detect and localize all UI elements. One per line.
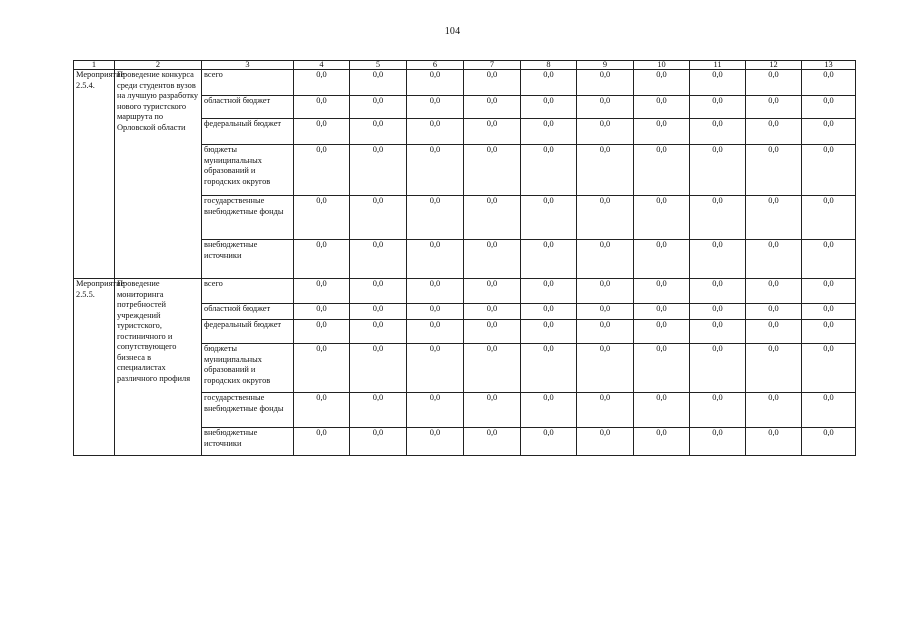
value-cell: 0,0 xyxy=(350,119,407,145)
value-cell: 0,0 xyxy=(577,240,634,279)
value-cell: 0,0 xyxy=(746,393,802,428)
budget-table xyxy=(73,60,856,456)
value-cell: 0,0 xyxy=(464,240,521,279)
funding-source: областной бюджет xyxy=(202,304,294,320)
value-cell: 0,0 xyxy=(521,428,577,456)
column-header: 13 xyxy=(802,61,856,70)
value-cell: 0,0 xyxy=(407,428,464,456)
value-cell: 0,0 xyxy=(802,240,856,279)
value-cell: 0,0 xyxy=(294,320,350,344)
column-header: 1 xyxy=(74,61,115,70)
value-cell: 0,0 xyxy=(577,96,634,119)
value-cell: 0,0 xyxy=(746,344,802,393)
column-header: 3 xyxy=(202,61,294,70)
value-cell: 0,0 xyxy=(802,320,856,344)
value-cell: 0,0 xyxy=(577,70,634,96)
measure-code: Мероприятие 2.5.5. xyxy=(74,279,115,456)
value-cell: 0,0 xyxy=(521,279,577,304)
value-cell: 0,0 xyxy=(746,196,802,240)
value-cell: 0,0 xyxy=(746,70,802,96)
value-cell: 0,0 xyxy=(577,279,634,304)
column-header: 6 xyxy=(407,61,464,70)
value-cell: 0,0 xyxy=(690,240,746,279)
value-cell: 0,0 xyxy=(350,196,407,240)
value-cell: 0,0 xyxy=(634,196,690,240)
column-header: 11 xyxy=(690,61,746,70)
value-cell: 0,0 xyxy=(802,70,856,96)
value-cell: 0,0 xyxy=(746,320,802,344)
value-cell: 0,0 xyxy=(350,145,407,196)
funding-source: всего xyxy=(202,70,294,96)
page-number: 104 xyxy=(444,26,461,37)
value-cell: 0,0 xyxy=(802,145,856,196)
funding-source: всего xyxy=(202,279,294,304)
funding-source: областной бюджет xyxy=(202,96,294,119)
value-cell: 0,0 xyxy=(294,304,350,320)
value-cell: 0,0 xyxy=(690,304,746,320)
value-cell: 0,0 xyxy=(464,428,521,456)
budget-table-body xyxy=(74,70,856,456)
value-cell: 0,0 xyxy=(746,119,802,145)
value-cell: 0,0 xyxy=(464,70,521,96)
value-cell: 0,0 xyxy=(464,279,521,304)
value-cell: 0,0 xyxy=(350,393,407,428)
value-cell: 0,0 xyxy=(746,240,802,279)
value-cell: 0,0 xyxy=(294,119,350,145)
value-cell: 0,0 xyxy=(634,70,690,96)
value-cell: 0,0 xyxy=(294,96,350,119)
value-cell: 0,0 xyxy=(464,304,521,320)
value-cell: 0,0 xyxy=(802,279,856,304)
value-cell: 0,0 xyxy=(407,344,464,393)
value-cell: 0,0 xyxy=(634,240,690,279)
value-cell: 0,0 xyxy=(746,428,802,456)
value-cell: 0,0 xyxy=(350,279,407,304)
value-cell: 0,0 xyxy=(521,304,577,320)
value-cell: 0,0 xyxy=(802,96,856,119)
value-cell: 0,0 xyxy=(634,119,690,145)
value-cell: 0,0 xyxy=(634,279,690,304)
value-cell: 0,0 xyxy=(407,196,464,240)
value-cell: 0,0 xyxy=(690,320,746,344)
value-cell: 0,0 xyxy=(577,393,634,428)
value-cell: 0,0 xyxy=(802,196,856,240)
value-cell: 0,0 xyxy=(521,196,577,240)
value-cell: 0,0 xyxy=(746,304,802,320)
value-cell: 0,0 xyxy=(521,70,577,96)
value-cell: 0,0 xyxy=(802,304,856,320)
value-cell: 0,0 xyxy=(464,320,521,344)
value-cell: 0,0 xyxy=(464,344,521,393)
column-header: 9 xyxy=(577,61,634,70)
funding-source: федеральный бюджет xyxy=(202,119,294,145)
column-header: 10 xyxy=(634,61,690,70)
value-cell: 0,0 xyxy=(350,96,407,119)
value-cell: 0,0 xyxy=(634,344,690,393)
funding-source: внебюджетные источники xyxy=(202,428,294,456)
value-cell: 0,0 xyxy=(802,428,856,456)
column-number-row xyxy=(74,61,856,70)
value-cell: 0,0 xyxy=(464,196,521,240)
value-cell: 0,0 xyxy=(802,344,856,393)
value-cell: 0,0 xyxy=(407,96,464,119)
value-cell: 0,0 xyxy=(634,96,690,119)
measure-title: Проведение мониторинга потребностей учреждений туристского, гостиничного и сопутствующего бизнеса в специалистах различного профиля xyxy=(115,279,202,456)
value-cell: 0,0 xyxy=(577,145,634,196)
value-cell: 0,0 xyxy=(350,304,407,320)
value-cell: 0,0 xyxy=(634,428,690,456)
value-cell: 0,0 xyxy=(577,428,634,456)
column-header: 2 xyxy=(115,61,202,70)
value-cell: 0,0 xyxy=(407,304,464,320)
value-cell: 0,0 xyxy=(350,240,407,279)
value-cell: 0,0 xyxy=(521,240,577,279)
value-cell: 0,0 xyxy=(577,119,634,145)
value-cell: 0,0 xyxy=(464,119,521,145)
value-cell: 0,0 xyxy=(350,344,407,393)
value-cell: 0,0 xyxy=(294,196,350,240)
funding-source: бюджеты муниципальных образований и городских округов xyxy=(202,145,294,196)
value-cell: 0,0 xyxy=(634,304,690,320)
value-cell: 0,0 xyxy=(407,145,464,196)
value-cell: 0,0 xyxy=(690,119,746,145)
value-cell: 0,0 xyxy=(690,196,746,240)
value-cell: 0,0 xyxy=(746,145,802,196)
value-cell: 0,0 xyxy=(350,70,407,96)
value-cell: 0,0 xyxy=(294,70,350,96)
funding-source: государственные внебюджетные фонды xyxy=(202,393,294,428)
value-cell: 0,0 xyxy=(690,393,746,428)
column-header: 5 xyxy=(350,61,407,70)
value-cell: 0,0 xyxy=(746,279,802,304)
value-cell: 0,0 xyxy=(294,428,350,456)
value-cell: 0,0 xyxy=(294,240,350,279)
value-cell: 0,0 xyxy=(407,320,464,344)
value-cell: 0,0 xyxy=(464,96,521,119)
value-cell: 0,0 xyxy=(464,145,521,196)
value-cell: 0,0 xyxy=(521,344,577,393)
value-cell: 0,0 xyxy=(294,393,350,428)
value-cell: 0,0 xyxy=(577,344,634,393)
value-cell: 0,0 xyxy=(690,70,746,96)
value-cell: 0,0 xyxy=(577,304,634,320)
value-cell: 0,0 xyxy=(802,119,856,145)
column-header: 7 xyxy=(464,61,521,70)
value-cell: 0,0 xyxy=(294,344,350,393)
value-cell: 0,0 xyxy=(690,96,746,119)
value-cell: 0,0 xyxy=(521,320,577,344)
value-cell: 0,0 xyxy=(746,96,802,119)
value-cell: 0,0 xyxy=(690,279,746,304)
value-cell: 0,0 xyxy=(464,393,521,428)
column-header: 4 xyxy=(294,61,350,70)
value-cell: 0,0 xyxy=(690,344,746,393)
value-cell: 0,0 xyxy=(407,279,464,304)
funding-source: федеральный бюджет xyxy=(202,320,294,344)
measure-title: Проведение конкурса среди студентов вузов на лучшую разработку нового туристского маршрута по Орловской области xyxy=(115,70,202,279)
funding-source: государственные внебюджетные фонды xyxy=(202,196,294,240)
value-cell: 0,0 xyxy=(521,145,577,196)
value-cell: 0,0 xyxy=(350,428,407,456)
value-cell: 0,0 xyxy=(521,119,577,145)
value-cell: 0,0 xyxy=(407,240,464,279)
value-cell: 0,0 xyxy=(521,393,577,428)
value-cell: 0,0 xyxy=(577,320,634,344)
funding-source: внебюджетные источники xyxy=(202,240,294,279)
value-cell: 0,0 xyxy=(407,393,464,428)
table-row xyxy=(74,70,856,96)
value-cell: 0,0 xyxy=(407,119,464,145)
value-cell: 0,0 xyxy=(690,428,746,456)
measure-code: Мероприятие 2.5.4. xyxy=(74,70,115,279)
value-cell: 0,0 xyxy=(634,320,690,344)
value-cell: 0,0 xyxy=(294,279,350,304)
value-cell: 0,0 xyxy=(350,320,407,344)
value-cell: 0,0 xyxy=(634,393,690,428)
column-header: 12 xyxy=(746,61,802,70)
value-cell: 0,0 xyxy=(690,145,746,196)
table-row xyxy=(74,279,856,304)
value-cell: 0,0 xyxy=(634,145,690,196)
value-cell: 0,0 xyxy=(294,145,350,196)
funding-source: бюджеты муниципальных образований и городских округов xyxy=(202,344,294,393)
value-cell: 0,0 xyxy=(407,70,464,96)
value-cell: 0,0 xyxy=(577,196,634,240)
value-cell: 0,0 xyxy=(802,393,856,428)
column-header: 8 xyxy=(521,61,577,70)
value-cell: 0,0 xyxy=(521,96,577,119)
